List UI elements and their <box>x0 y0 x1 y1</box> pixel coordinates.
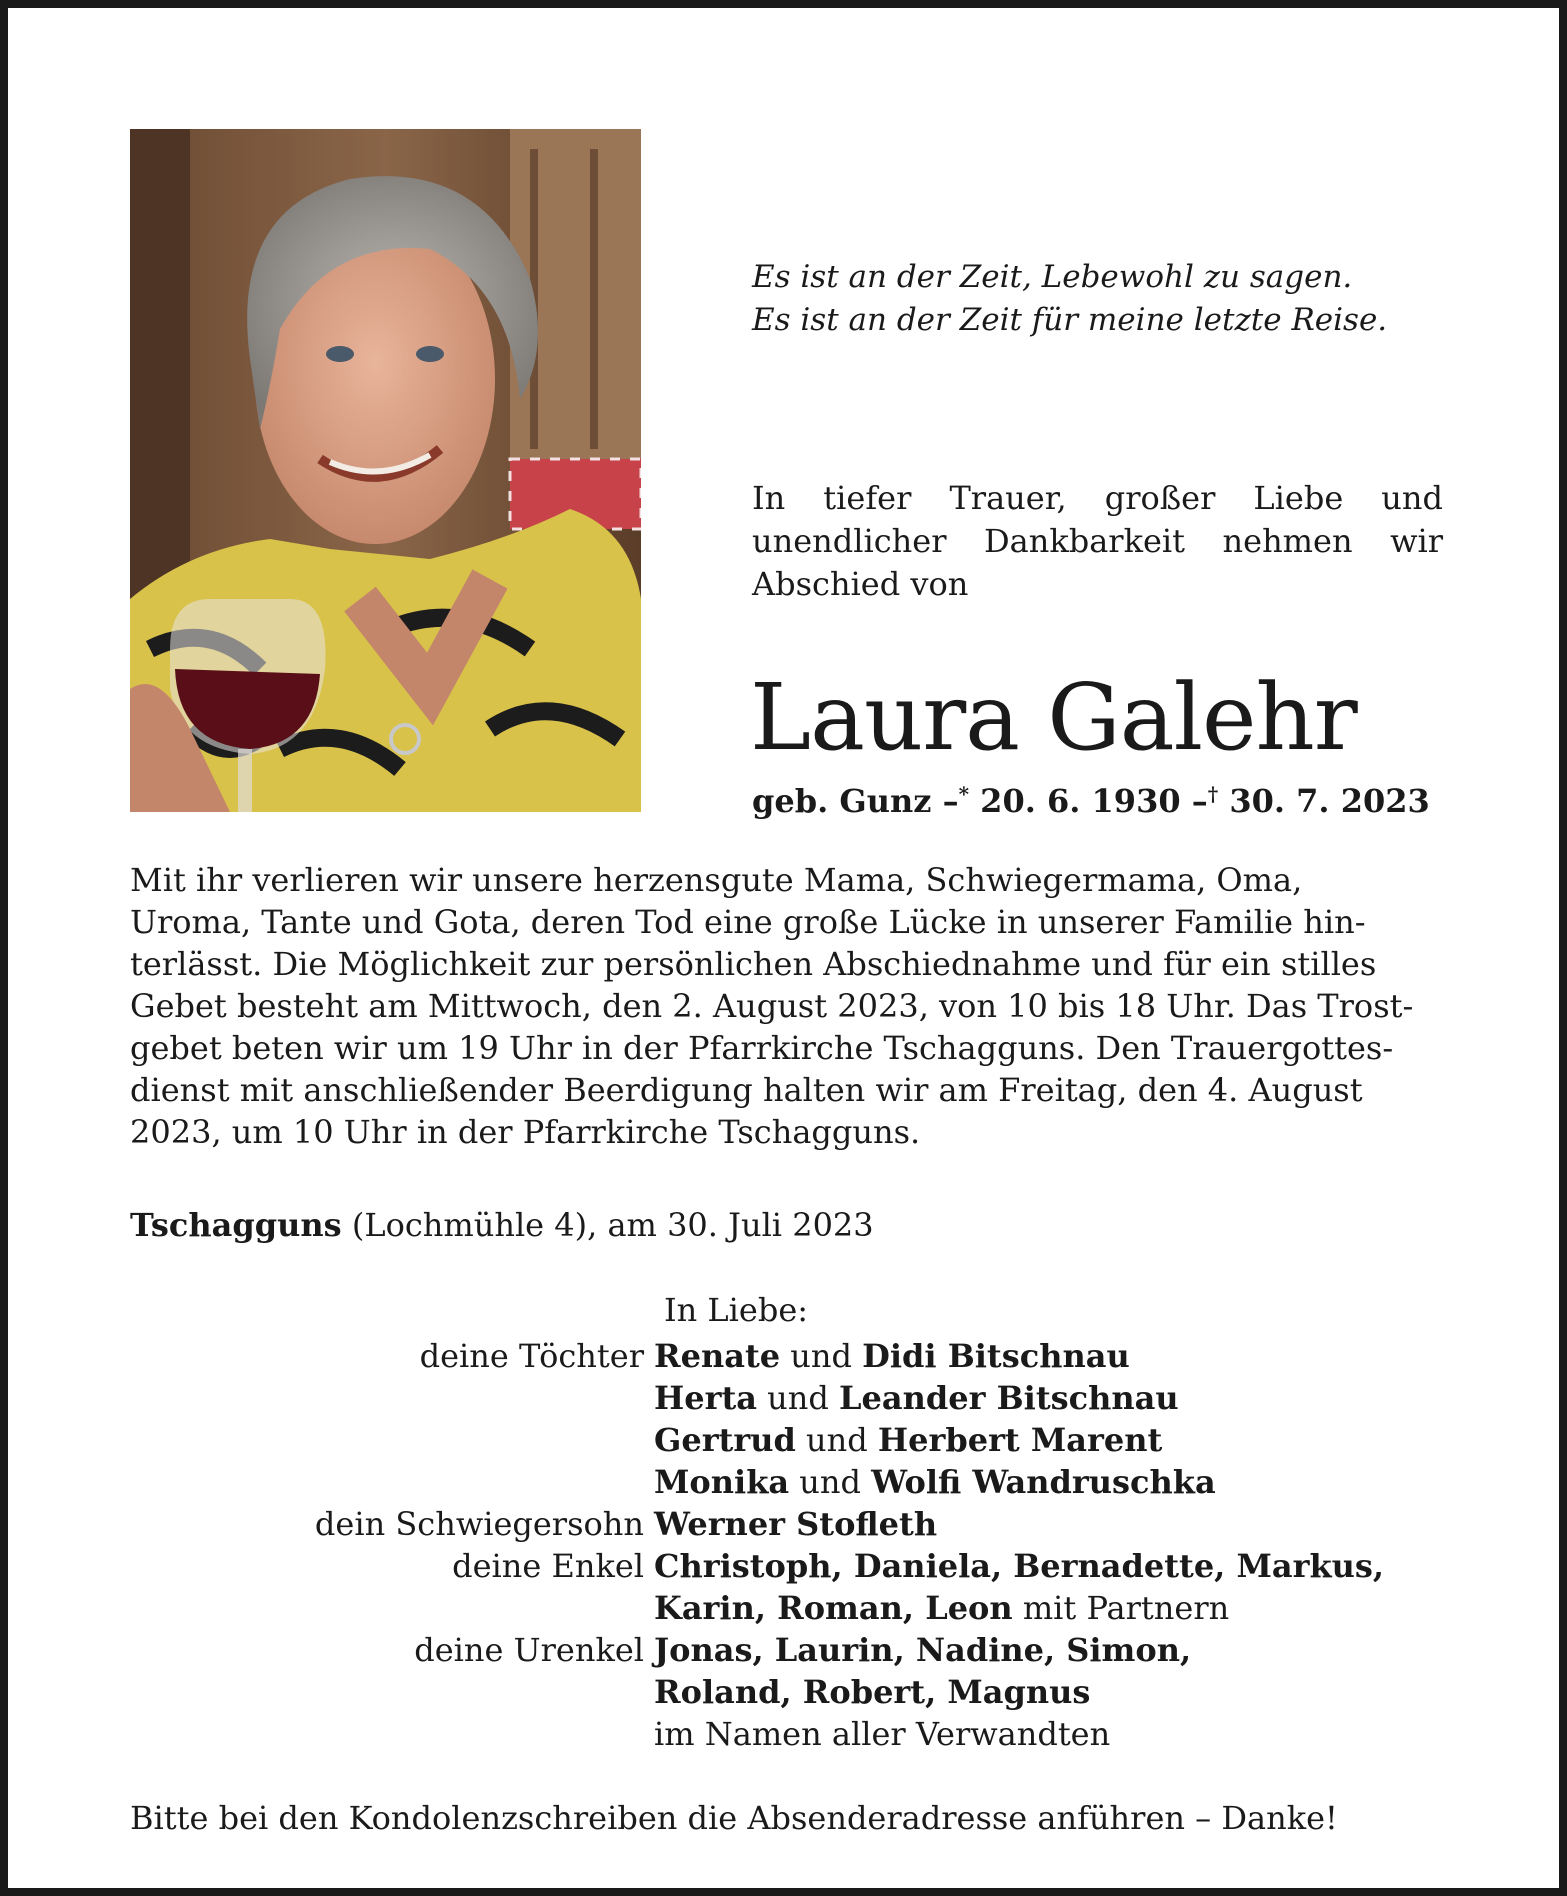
family-member-name: Roland, Robert, Magnus <box>654 1673 1091 1711</box>
family-relation <box>130 1587 654 1629</box>
family-names <box>654 1419 1162 1461</box>
place-date-line <box>130 1204 874 1246</box>
family-row <box>130 1629 1550 1671</box>
separator: – <box>1191 782 1208 820</box>
death-date: 30. 7. 2023 <box>1229 782 1430 820</box>
birth-star-icon: * <box>958 782 970 806</box>
family-member-name: Gertrud <box>654 1421 796 1459</box>
birth-name: geb. Gunz <box>752 782 932 820</box>
family-row <box>130 1335 1550 1377</box>
family-names <box>654 1545 1384 1587</box>
death-cross-icon: † <box>1207 782 1219 806</box>
family-member-name: Christoph, Daniela, Bernadette, Markus, <box>654 1547 1385 1585</box>
in-love-heading: In Liebe: <box>664 1291 809 1329</box>
body-line: Mit ihr verlieren wir unsere herzensgute Mama, Schwiegermama, Oma, <box>130 861 1303 899</box>
family-connector: und <box>795 1421 878 1459</box>
obituary-page <box>8 8 1559 1888</box>
family-names <box>654 1713 1110 1755</box>
family-names <box>654 1503 937 1545</box>
family-relation: deine Töchter <box>419 1337 644 1375</box>
quote-line: Es ist an der Zeit, Lebewohl zu sagen. <box>752 259 1353 295</box>
birth-death-dates <box>752 780 1430 822</box>
family-member-name: Herta <box>654 1379 757 1417</box>
body-line: Uroma, Tante und Gota, deren Tod eine große Lücke in unserer Familie hin- <box>130 903 1366 941</box>
family-relation <box>130 1713 654 1755</box>
body-line: 2023, um 10 Uhr in der Pfarrkirche Tschagguns. <box>130 1113 921 1151</box>
place-rest: (Lochmühle 4), am 30. Juli 2023 <box>341 1206 874 1244</box>
portrait-photo <box>130 129 641 812</box>
family-row <box>130 1461 1550 1503</box>
family-connector: und <box>789 1463 872 1501</box>
portrait-photo-image <box>130 129 641 812</box>
family-row <box>130 1587 1550 1629</box>
family-relation: dein Schwiegersohn <box>314 1505 644 1543</box>
family-names <box>654 1629 1191 1671</box>
family-member-name: Werner Stofleth <box>654 1505 938 1543</box>
family-connector: im Namen aller Verwandten <box>654 1715 1111 1753</box>
family-relation: deine Enkel <box>452 1547 644 1585</box>
family-names <box>654 1377 1179 1419</box>
place-town: Tschagguns <box>130 1206 342 1244</box>
body-line: terlässt. Die Möglichkeit zur persönlichen Abschiednahme und für ein stilles <box>130 945 1377 983</box>
announcement-body <box>130 859 1443 1153</box>
family-row <box>130 1545 1550 1587</box>
family-connector: mit Partnern <box>1012 1589 1230 1627</box>
family-row <box>130 1671 1550 1713</box>
body-line: gebet beten wir um 19 Uhr in der Pfarrkirche Tschagguns. Den Trauergottes- <box>130 1029 1394 1067</box>
intro-text: In tiefer Trauer, großer Liebe und unendlicher Dankbarkeit nehmen wir Abschied von <box>752 479 1443 603</box>
family-member-name: Karin, Roman, Leon <box>654 1589 1013 1627</box>
family-names <box>654 1671 1090 1713</box>
family-member-name: Monika <box>654 1463 790 1501</box>
family-list <box>130 1335 1550 1755</box>
family-member-name: Didi Bitschnau <box>862 1337 1130 1375</box>
family-row <box>130 1377 1550 1419</box>
family-connector: und <box>780 1337 863 1375</box>
family-relation <box>130 1377 654 1419</box>
quote-line: Es ist an der Zeit für meine letzte Reise. <box>752 302 1388 338</box>
farewell-quote <box>752 256 1512 342</box>
family-connector: und <box>756 1379 840 1417</box>
family-relation <box>130 1461 654 1503</box>
family-row <box>130 1503 1550 1545</box>
body-line: Gebet besteht am Mittwoch, den 2. August 2023, von 10 bis 18 Uhr. Das Trost- <box>130 987 1414 1025</box>
family-relation <box>130 1671 654 1713</box>
body-line: dienst mit anschließender Beerdigung halten wir am Freitag, den 4. August <box>130 1071 1363 1109</box>
family-names <box>654 1335 1130 1377</box>
family-member-name: Herbert Marent <box>877 1421 1163 1459</box>
separator: – <box>942 782 959 820</box>
family-member-name: Wolfi Wandruschka <box>871 1463 1216 1501</box>
deceased-name: Laura Galehr <box>750 664 1357 771</box>
family-member-name: Renate <box>654 1337 781 1375</box>
family-row <box>130 1419 1550 1461</box>
birth-date: 20. 6. 1930 <box>980 782 1181 820</box>
condolence-note: Bitte bei den Kondolenzschreiben die Absenderadresse anführen – Danke! <box>130 1799 1338 1837</box>
family-member-name: Leander Bitschnau <box>839 1379 1179 1417</box>
family-relation <box>130 1419 654 1461</box>
family-member-name: Jonas, Laurin, Nadine, Simon, <box>654 1631 1192 1669</box>
family-names <box>654 1461 1216 1503</box>
family-row <box>130 1713 1550 1755</box>
family-names <box>654 1587 1229 1629</box>
family-relation: deine Urenkel <box>414 1631 644 1669</box>
